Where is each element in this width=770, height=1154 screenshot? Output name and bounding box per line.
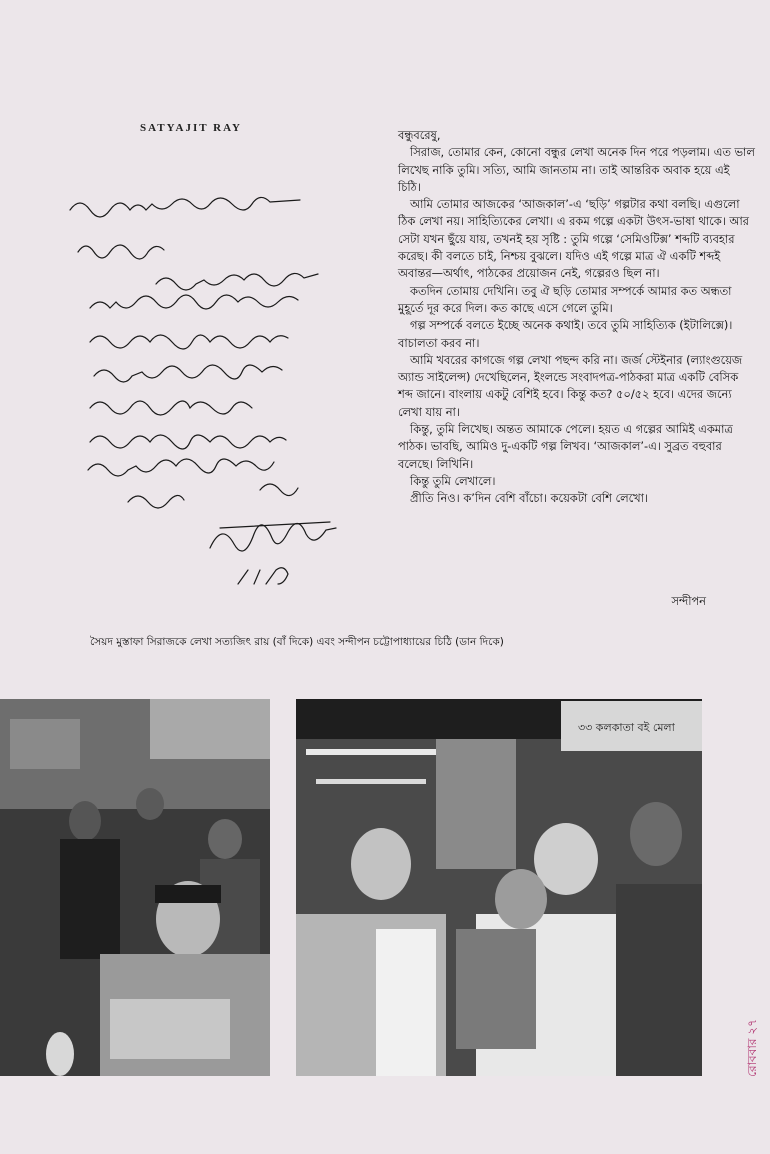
letter-paragraph: গল্প সম্পর্কে বলতে ইচ্ছে অনেক কথাই। তবে তুমি সাহিত্যিক (ইটালিক্সে)। বাচালতা করব না।	[398, 318, 733, 350]
photo-banner-text: ৩৩ কলকাতা বই মেলা	[578, 721, 675, 734]
letter-paragraph: সিরাজ, তোমার কেন, কোনো বন্ধুর লেখা অনেক দিন পরে পড়লাম। এত ভাল লিখেছ নাকি তুমি। সত্যি, আমি জানতাম না। তাই আন্তরিক অবাক হয়ে এই চিঠি।	[398, 145, 755, 194]
folio-text: রোববার ২৭	[745, 1019, 759, 1077]
letter-salutation: বন্ধুবরেষু,	[398, 128, 441, 142]
letterhead: SATYAJIT RAY	[140, 122, 242, 134]
page-folio	[744, 1008, 764, 1088]
letter-paragraph: কতদিন তোমায় দেখিনি। তবু ঐ ছড়ি তোমার সম্পর্কে আমার কত অন্ধতা মুহূর্তে দূর করে দিল। কত কাছে এসে গেলে তুমি।	[398, 283, 732, 315]
handwritten-letter	[60, 180, 390, 600]
letter-paragraph: কিন্তু তুমি লেখালে।	[410, 473, 496, 488]
photo-right	[296, 699, 702, 1076]
letter-paragraph: আমি খবরের কাগজে গল্প লেখা পছন্দ করি না। জর্জ স্টেইনার (ল্যাংগুয়েজ অ্যান্ড সাইলেন্স) দেখেছিলেন, ইংলন্ডে সংবাদপত্র-পাঠকরা মাত্র একটি বেসিক শব্দ জানে। বাংলায় একটু বেশিই হবে। কিন্তু কত? ৫০/৫২ হবে। এদের জন্যে লেখা যায় না।	[398, 352, 743, 419]
letter-text	[398, 127, 756, 508]
letter-signature: সন্দীপন	[671, 594, 706, 608]
photo-left	[0, 699, 270, 1076]
letter-paragraph: আমি তোমার আজকের ‘আজকাল’-এ ‘ছড়ি’ গল্পটার কথা বলছি। এগুলো ঠিক লেখা নয়। সাহিত্যিকের লেখা। এ রকম গল্পে একটা উৎস-ভাষা থাকে। আর সেটা যখন ছুঁয়ে যায়, তখনই হয় সৃষ্টি : তুমি গল্পে ‘সেমিওটিক্স’ শব্দটি ব্যবহার করেছ। কী বলতে চাই, নিশ্চয় বুঝলে। যদিও এই গল্পে মাত্র ঐ একটি শব্দই অবান্তর—অর্থাৎ, পাঠকের প্রয়োজন নেই, গল্পেরও ছিল না।	[398, 197, 749, 281]
letter-paragraph: কিন্তু, তুমি লিখেছ। অন্তত আমাকে পেলে। হয়ত এ গল্পের আমিই একমাত্র পাঠক। ভাবছি, আমিও দু-একটি গল্প লিখব। ‘আজকাল’-এ। সুব্রত বহুবার বলেছে। লিখিনি।	[398, 422, 733, 471]
photo-caption: সৈয়দ মুস্তাফা সিরাজকে লেখা সত্যজিৎ রায় (বাঁ দিকে) এবং সন্দীপন চট্টোপাধ্যায়ের চিঠি (ডান দিকে)	[90, 636, 504, 648]
letter-paragraph: প্রীতি নিও। ক’দিন বেশি বাঁচো। কয়েকটা বেশি লেখো।	[410, 491, 648, 506]
